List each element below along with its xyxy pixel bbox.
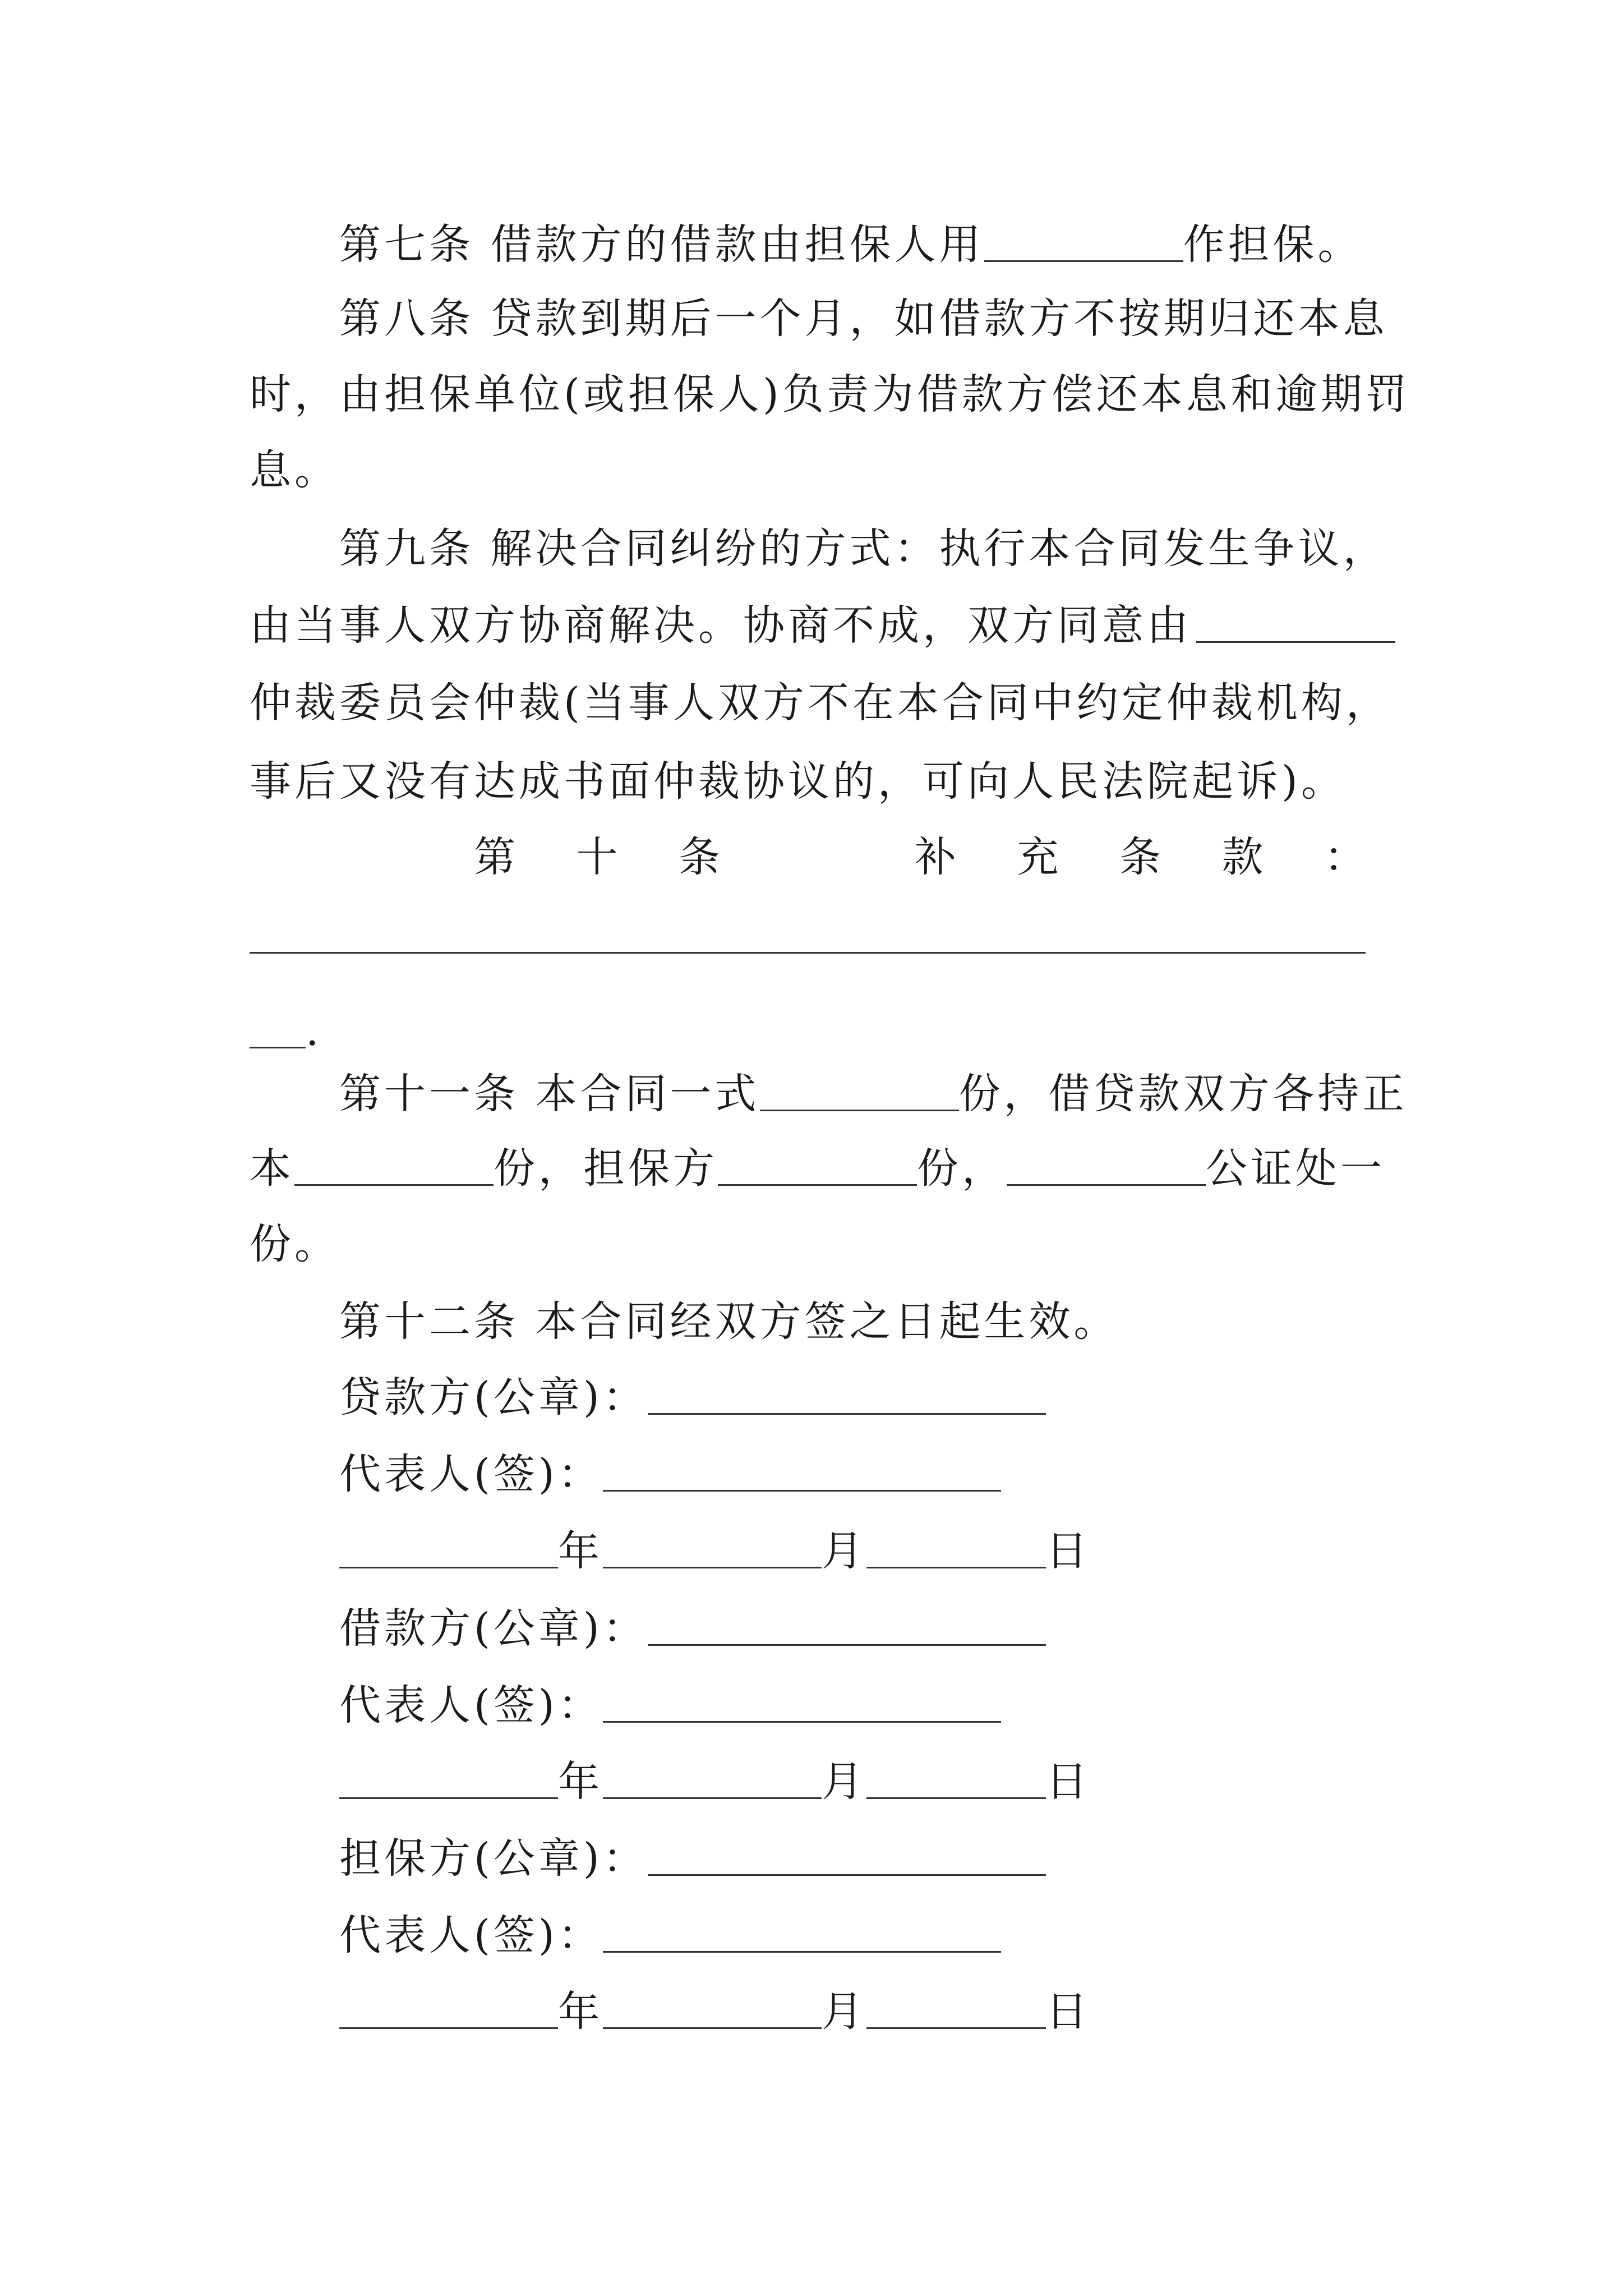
month-blank[interactable] bbox=[603, 1764, 822, 1799]
article-11-line-3: 份。 bbox=[250, 1220, 339, 1268]
article-10-char: 款 bbox=[1221, 833, 1264, 881]
article-11-text: 份， bbox=[917, 1144, 1007, 1193]
article-9-line-2-text: 由当事人双方协商解决。协商不成，双方同意由 bbox=[250, 601, 1192, 650]
lender-rep-label: 代表人(签)： bbox=[339, 1450, 603, 1498]
guarantor-date-row bbox=[339, 1973, 1394, 2050]
article-11-text: 份，担保方 bbox=[494, 1144, 718, 1193]
borrower-date-row bbox=[339, 1743, 1394, 1820]
day-label: 日 bbox=[1046, 1527, 1091, 1575]
month-label: 月 bbox=[822, 1527, 866, 1575]
lender-seal-label: 贷款方(公章)： bbox=[339, 1373, 648, 1421]
lender-rep-blank[interactable] bbox=[603, 1456, 1001, 1492]
notary-blank[interactable] bbox=[1007, 1151, 1206, 1186]
year-blank[interactable] bbox=[339, 1533, 558, 1568]
day-blank[interactable] bbox=[866, 1533, 1046, 1568]
year-label: 年 bbox=[558, 1987, 603, 2036]
article-10-period: . bbox=[306, 1007, 322, 1055]
lender-seal-blank[interactable] bbox=[648, 1379, 1046, 1415]
article-8-line-1: 第八条 贷款到期后一个月，如借款方不按期归还本息 bbox=[339, 295, 1388, 343]
article-11-text: 份，借贷款双方各持正 bbox=[958, 1070, 1408, 1118]
day-blank[interactable] bbox=[866, 1994, 1046, 2029]
article-10-char: 充 bbox=[1017, 833, 1059, 881]
month-blank[interactable] bbox=[603, 1994, 822, 2029]
lender-copies-blank[interactable] bbox=[294, 1151, 494, 1186]
guarantor-seal-blank[interactable] bbox=[648, 1841, 1046, 1876]
day-label: 日 bbox=[1046, 1757, 1091, 1806]
guarantor-rep-label: 代表人(签)： bbox=[339, 1911, 603, 1959]
article-10-char: 补 bbox=[915, 833, 956, 881]
guarantor-rep-row bbox=[339, 1897, 1394, 1973]
article-12: 第十二条 本合同经双方签之日起生效。 bbox=[339, 1297, 1119, 1346]
guarantee-blank[interactable] bbox=[984, 227, 1183, 262]
guarantor-copies-blank[interactable] bbox=[718, 1151, 917, 1186]
article-10-char: 条 bbox=[1119, 833, 1161, 881]
year-blank[interactable] bbox=[339, 1994, 558, 2029]
supplementary-terms-blank[interactable] bbox=[250, 952, 1366, 954]
year-label: 年 bbox=[558, 1757, 603, 1806]
guarantor-rep-blank[interactable] bbox=[603, 1917, 1001, 1953]
guarantor-seal-row bbox=[339, 1820, 1394, 1897]
article-10-char: 条 bbox=[679, 833, 720, 881]
borrower-seal-blank[interactable] bbox=[648, 1611, 1046, 1646]
arbitration-blank[interactable] bbox=[1196, 608, 1395, 643]
article-7-text-end: 作担保。 bbox=[1183, 220, 1363, 269]
article-10-gap bbox=[781, 819, 854, 895]
year-label: 年 bbox=[558, 1527, 603, 1575]
month-label: 月 bbox=[822, 1987, 866, 2036]
article-7-text: 第七条 借款方的借款由担保人用 bbox=[339, 220, 984, 269]
article-11-text: 公证处一 bbox=[1206, 1144, 1385, 1193]
borrower-rep-label: 代表人(签)： bbox=[339, 1681, 603, 1729]
month-blank[interactable] bbox=[603, 1533, 822, 1568]
article-11-text: 本 bbox=[250, 1144, 294, 1193]
lender-rep-row bbox=[339, 1436, 1394, 1512]
article-9-line-3: 仲裁委员会仲裁(当事人双方不在本合同中约定仲裁机构， bbox=[250, 679, 1391, 727]
borrower-rep-blank[interactable] bbox=[603, 1687, 1001, 1723]
article-11-text: 第十一条 本合同一式 bbox=[339, 1070, 760, 1118]
day-blank[interactable] bbox=[866, 1764, 1046, 1799]
article-8-line-3: 息。 bbox=[250, 446, 339, 494]
guarantor-seal-label: 担保方(公章)： bbox=[339, 1834, 648, 1883]
lender-seal-row bbox=[339, 1359, 1394, 1435]
article-10-char: ： bbox=[1324, 833, 1366, 881]
borrower-seal-label: 借款方(公章)： bbox=[339, 1604, 648, 1653]
lender-date-row bbox=[339, 1513, 1394, 1589]
article-10-char: 第 bbox=[474, 833, 515, 881]
article-10-char: 十 bbox=[576, 833, 618, 881]
copies-blank[interactable] bbox=[760, 1076, 959, 1111]
article-7 bbox=[339, 206, 1394, 283]
supplementary-terms-blank-end[interactable] bbox=[250, 1013, 306, 1048]
article-8-line-2: 时，由担保单位(或担保人)负责为借款方偿还本息和逾期罚 bbox=[250, 370, 1410, 418]
year-blank[interactable] bbox=[339, 1764, 558, 1799]
month-label: 月 bbox=[822, 1757, 866, 1806]
article-9-line-1: 第九条 解决合同纠纷的方式：执行本合同发生争议， bbox=[339, 524, 1388, 573]
borrower-seal-row bbox=[339, 1590, 1394, 1667]
borrower-rep-row bbox=[339, 1667, 1394, 1743]
day-label: 日 bbox=[1046, 1987, 1091, 2036]
article-11-line-1 bbox=[339, 1056, 1408, 1132]
article-11-line-2 bbox=[250, 1130, 1394, 1207]
article-10-heading bbox=[474, 819, 1366, 895]
article-9-line-4: 事后又没有达成书面仲裁协议的，可向人民法院起诉)。 bbox=[250, 757, 1346, 806]
article-9-line-2 bbox=[250, 587, 1394, 664]
